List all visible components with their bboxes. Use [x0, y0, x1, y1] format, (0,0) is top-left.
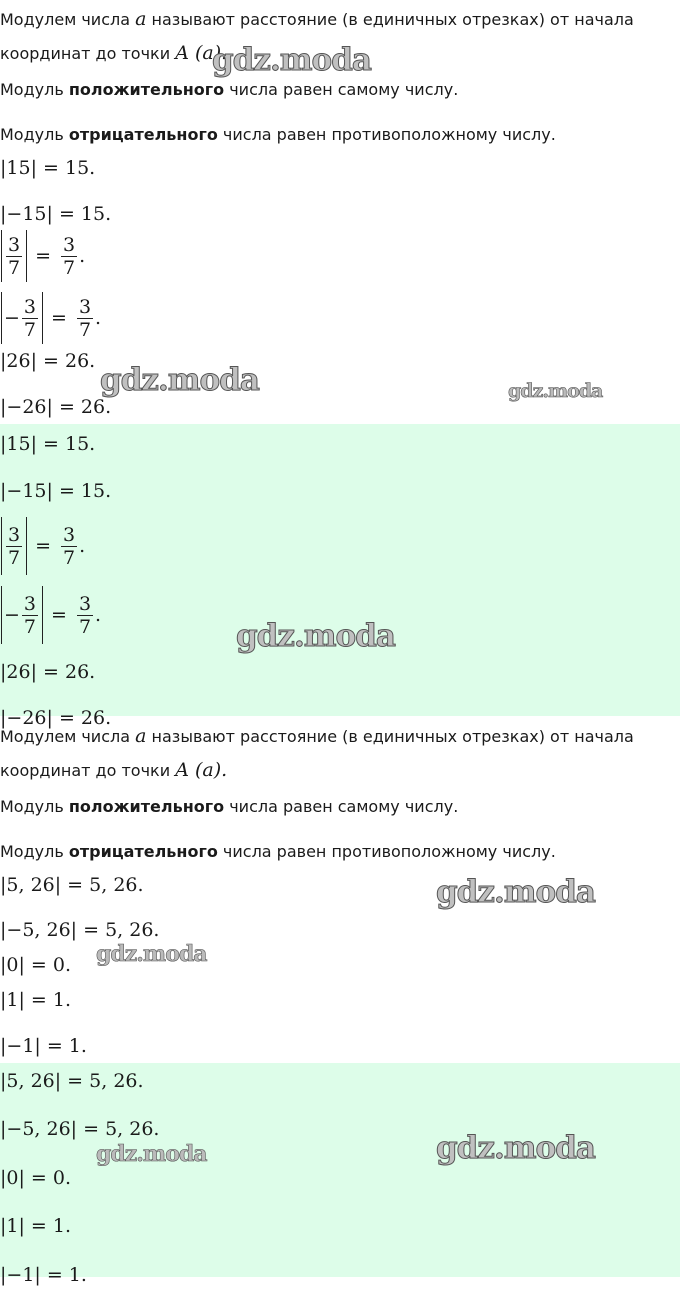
equation-abs-neg-3-7: − $\frac{3}{7}$ = $\frac{3}{7}$ . — [0, 586, 101, 644]
equation-abs-3-7: $\frac{3}{7}$ = $\frac{3}{7}$ . — [0, 517, 85, 575]
equation-abs-neg-1: |−1| = 1. — [0, 1264, 87, 1286]
watermark-logo: gdz.moda — [436, 874, 595, 910]
watermark-logo: gdz.moda — [96, 1141, 207, 1167]
intro-line-1: Модулем числа a называют расстояние (в единичных отрезках) от начала — [0, 725, 634, 747]
watermark-logo: gdz.moda — [436, 1130, 595, 1166]
var-a: a — [135, 8, 147, 30]
equation-abs-neg-26: |−26| = 26. — [0, 396, 112, 418]
intro-line-1: Модулем числа a называют расстояние (в единичных отрезках) от начала — [0, 8, 634, 30]
equation-abs-3-7: $\frac{3}{7}$ = $\frac{3}{7}$ . — [0, 230, 85, 282]
positive-rule: Модуль положительного числа равен самому числу. — [0, 797, 459, 816]
equation-abs-neg-15: |−15| = 15. — [0, 480, 112, 502]
equation-abs-0: |0| = 0. — [0, 1167, 72, 1189]
equation-abs-neg-5-26: |−5, 26| = 5, 26. — [0, 1118, 160, 1140]
solution-box-2 — [0, 1063, 680, 1286]
negative-rule: Модуль отрицательного числа равен противоположному числу. — [0, 842, 556, 861]
watermark-logo: gdz.moda — [212, 42, 371, 78]
equation-abs-15: |15| = 15. — [0, 433, 96, 455]
equation-abs-neg-3-7: − $\frac{3}{7}$ = $\frac{3}{7}$ . — [0, 292, 101, 344]
negative-rule: Модуль отрицательного числа равен противоположному числу. — [0, 125, 556, 144]
watermark-logo: gdz.moda — [96, 941, 207, 967]
equation-abs-neg-15: |−15| = 15. — [0, 203, 112, 225]
intro-line-2: координат до точки A (a). — [0, 42, 228, 64]
equation-abs-neg-1: |−1| = 1. — [0, 1035, 87, 1057]
intro-line-2: координат до точки A (a). — [0, 759, 228, 781]
equation-abs-1: |1| = 1. — [0, 989, 72, 1011]
watermark-logo: gdz.moda — [236, 618, 395, 654]
equation-abs-5-26: |5, 26| = 5, 26. — [0, 1070, 144, 1092]
equation-abs-5-26: |5, 26| = 5, 26. — [0, 874, 144, 896]
watermark-logo: gdz.moda — [100, 362, 259, 398]
equation-abs-neg-26: |−26| = 26. — [0, 707, 112, 729]
positive-rule: Модуль положительного числа равен самому числу. — [0, 80, 459, 99]
point-a: A (a). — [175, 42, 228, 64]
equation-abs-0: |0| = 0. — [0, 954, 72, 976]
equation-abs-26: |26| = 26. — [0, 350, 96, 372]
equation-abs-neg-5-26: |−5, 26| = 5, 26. — [0, 919, 160, 941]
equation-abs-1: |1| = 1. — [0, 1215, 72, 1237]
watermark-logo: gdz.moda — [508, 380, 603, 402]
solution-box-1 — [0, 424, 680, 729]
equation-abs-15: |15| = 15. — [0, 157, 96, 179]
equation-abs-26: |26| = 26. — [0, 661, 96, 683]
